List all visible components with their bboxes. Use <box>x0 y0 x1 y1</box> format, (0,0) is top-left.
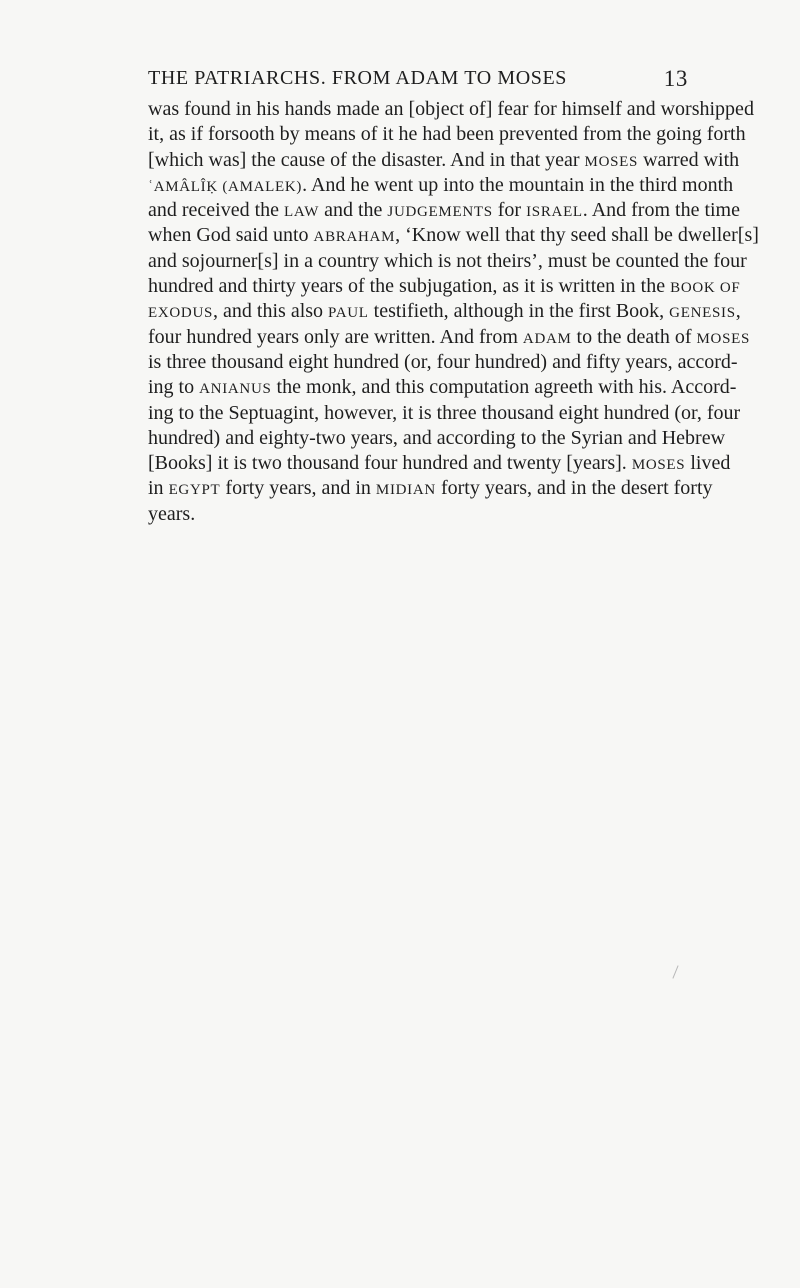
text-line <box>148 325 751 350</box>
text-run: is three thousand eight hundred (or, four hundred) and fifty years, accord- <box>148 350 738 373</box>
text-run: testifieth, although in the first Book, <box>368 300 670 323</box>
text-run: , <box>735 300 741 323</box>
text-run: the monk, and this computation agreeth with his. Accord- <box>271 376 737 399</box>
text-run: ing to the Septuagint, however, it is three thousand eight hundred (or, four <box>148 401 741 424</box>
text-run: forty years, and in <box>220 477 376 500</box>
text-line <box>148 274 741 299</box>
small-caps-name: ABRAHAM <box>313 229 396 246</box>
text-run: [which was] the cause of the disaster. And in that year <box>148 148 585 171</box>
text-line <box>148 173 734 198</box>
small-caps-name: ISRAEL <box>526 204 583 221</box>
body-text <box>148 97 759 527</box>
small-caps-name: MOSES <box>584 153 639 170</box>
text-run: lived <box>685 452 731 475</box>
text-run: ing to <box>148 376 200 399</box>
text-run: for <box>492 199 527 222</box>
small-caps-name: ʿAMÂLÎḲ (AMALEK) <box>148 178 303 195</box>
text-run: four hundred years only are written. And from <box>148 325 523 348</box>
running-head <box>148 67 688 93</box>
text-line <box>148 502 688 527</box>
text-run: , and this also <box>213 300 329 323</box>
text-line <box>148 198 740 223</box>
text-line <box>148 299 741 324</box>
small-caps-name: ADAM <box>522 330 572 347</box>
text-line <box>148 401 741 426</box>
text-run: warred with <box>638 148 740 171</box>
text-line <box>148 426 726 451</box>
small-caps-name: MOSES <box>631 457 686 474</box>
page-number: 13 <box>663 66 688 91</box>
small-caps-name: EXODUS <box>148 305 214 322</box>
text-run: , ‘Know well that thy seed shall be dweller[s] <box>395 224 759 247</box>
small-caps-name: LAW <box>284 204 320 221</box>
text-run: . And he went up into the mountain in the third month <box>302 173 734 196</box>
stray-pencil-mark <box>672 965 678 978</box>
text-run: . And from the time <box>582 199 740 222</box>
text-run: years. <box>148 502 196 525</box>
text-run: [Books] it is two thousand four hundred and twenty [years]. <box>148 452 632 475</box>
small-caps-name: ANIANUS <box>199 381 272 398</box>
text-line <box>148 451 731 476</box>
text-line <box>148 350 738 375</box>
text-run: hundred and thirty years of the subjugation, as it is written in the <box>148 275 671 298</box>
small-caps-name: EGYPT <box>168 482 221 499</box>
small-caps-name: GENESIS <box>669 305 736 322</box>
small-caps-name: MIDIAN <box>375 482 436 499</box>
text-line <box>148 122 746 147</box>
text-line <box>148 375 737 400</box>
small-caps-name: BOOK OF <box>670 280 741 297</box>
text-line <box>148 249 747 274</box>
text-run: in <box>148 477 169 500</box>
text-run: to the death of <box>571 325 697 348</box>
text-run: hundred) and eighty-two years, and according to the Syrian and Hebrew <box>148 426 726 449</box>
small-caps-name: JUDGEMENTS <box>387 204 493 221</box>
text-run: was found in his hands made an [object of] fear for himself and worshipped <box>148 98 754 120</box>
text-line <box>148 476 713 501</box>
text-run: and sojourner[s] in a country which is not theirs’, must be counted the four <box>148 249 747 272</box>
text-line <box>148 97 754 122</box>
small-caps-name: PAUL <box>328 305 369 322</box>
text-line <box>148 148 740 173</box>
text-run: and received the <box>148 199 285 222</box>
text-run: and the <box>319 199 388 222</box>
small-caps-name: MOSES <box>696 330 751 347</box>
text-run: when God said unto <box>148 224 314 247</box>
text-run: it, as if forsooth by means of it he had been prevented from the going forth <box>148 123 746 146</box>
text-line <box>148 223 759 248</box>
text-run: forty years, and in the desert forty <box>435 477 713 500</box>
running-title: THE PATRIARCHS. FROM ADAM TO MOSES <box>148 67 568 89</box>
